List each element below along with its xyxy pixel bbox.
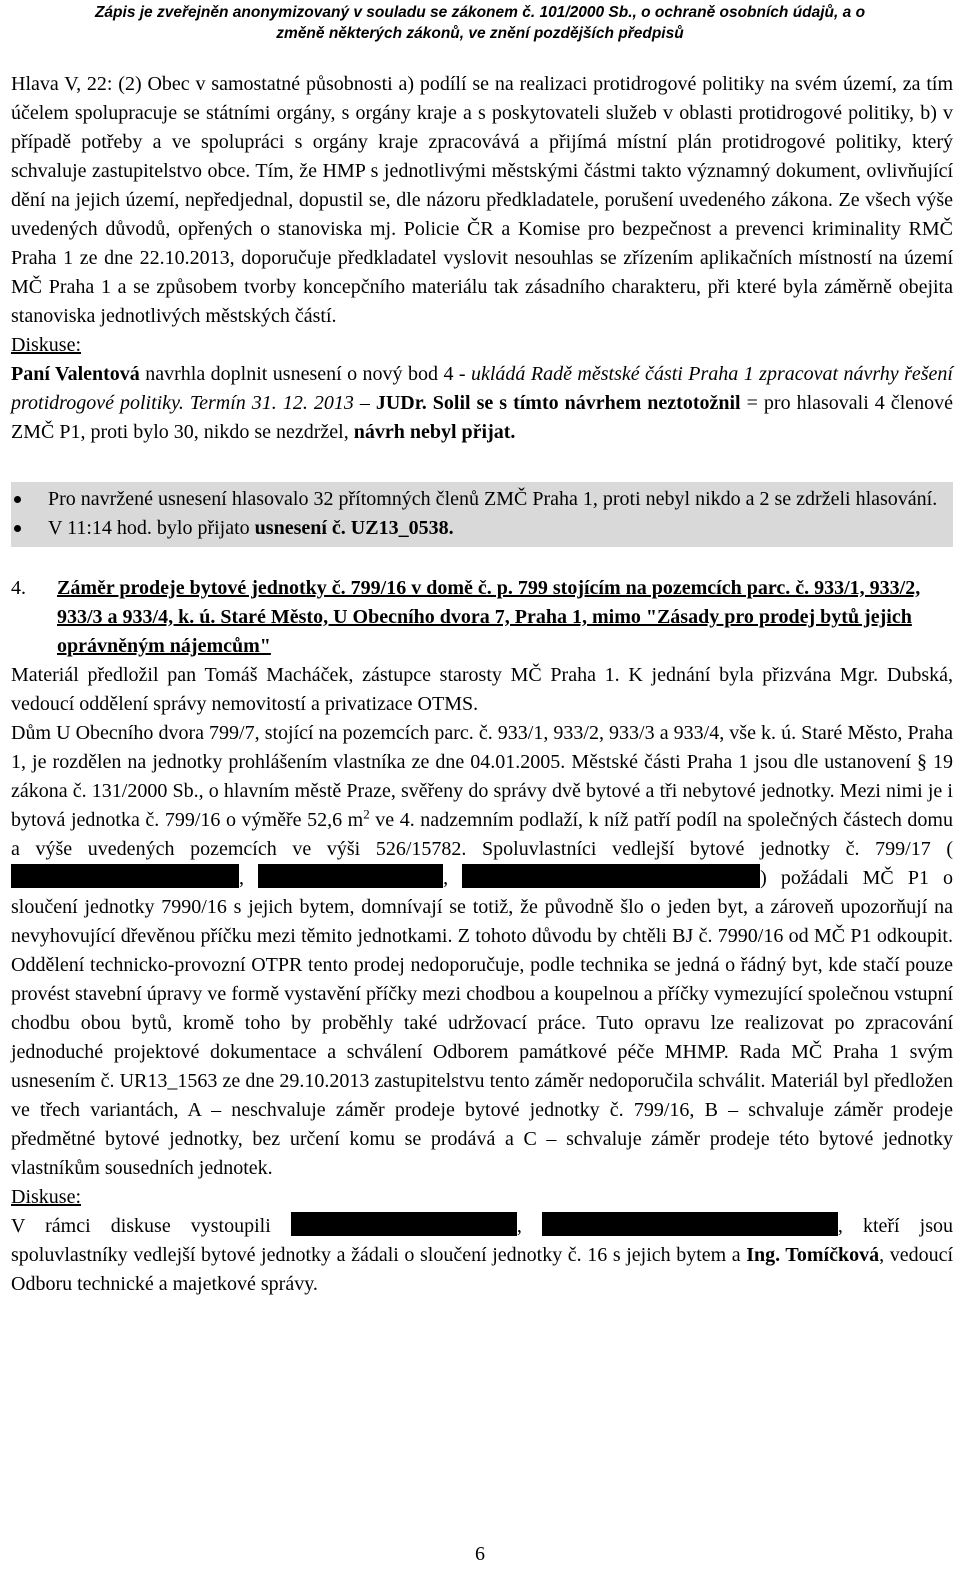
resolution-number: usnesení č. UZ13_0538.	[254, 517, 454, 539]
item4-paragraph-2	[11, 719, 953, 1183]
agenda-item-number: 4.	[11, 577, 26, 599]
redacted-name	[258, 864, 443, 888]
header-line-1: Zápis je zveřejněn anonymizovaný v souladu se zákonem č. 101/2000 Sb., o ochraně osobních údajů, a o	[94, 4, 866, 21]
redacted-name	[291, 1212, 517, 1236]
vote-bullet-1-text: Pro navržené usnesení hlasovalo 32 přítomných členů ZMČ Praha 1, proti nebyl nikdo a 2 se zdrželi hlasování.	[48, 488, 938, 510]
vote-text: = pro hlasovali 4 členové ZMČ P1, proti bylo 30, nikdo se nezdržel,	[11, 392, 953, 443]
speaker-valentova: Paní Valentová	[11, 363, 140, 385]
item4-text-c: ) požádali MČ P1 o sloučení jednotky 7990/16 s jejich bytem, domnívají se totiž, že původně šlo o jeden byt, a zároveň upozorňují na nevyhovující dřevěnou příčku mezi těmito jednotkami. Z tohoto důvodu by chtěli BJ č. 7990/16 od MČ P1 odkoupit. Oddělení technicko-provozní OTPR tento prodej nedoporučuje, podle technika se jedná o řádný byt, kde stačí pouze provést stavební úpravy ve formě vystavění příčky mezi chodbou a koupelnou a příčky vymezující společnou vstupní chodbu obou bytů, kromě toho by proběhly také udržovací práce. Tuto opravu lze realizovat po zpracování jednoduché projektové dokumentace a schválení Odborem památkové péče MHMP. Rada MČ Praha 1 svým usnesením č. UR13_1563 ze dne 29.10.2013 zastupitelstvu tento záměr nedoporučila schválit. Materiál byl předložen ve třech variantách, A – neschvaluje záměr prodeje bytové jednotky č. 799/16, B – schvaluje záměr prodeje předmětné bytové jednotky, bez určení komu se prodává a C – schvaluje záměr prodeje této bytové jednotky vlastníkům sousedních jednotek.	[11, 867, 954, 1179]
intro-paragraph: Hlava V, 22: (2) Obec v samostatné působnosti a) podílí se na realizaci protidrogové politiky na svém území, za tím účelem spolupracuje se státními orgány, s orgány kraje a s poskytovateli služeb v oblasti protidrogové politiky, b) v případě potřeby a ve spolupráci s orgány kraje zpracovává a přijímá místní plán protidrogové politiky, který schvaluje zastupitelstvo obce. Tím, že HMP s jednotlivými městskými částmi takto významný dokument, ovlivňující dění na jejich území, nepředjednal, dopustil se, dle názoru předkladatele, porušení uvedeného zákona. Ze všech výše uvedených důvodů, opřených o stanoviska mj. Policie ČR a Komise pro bezpečnost a prevenci kriminality RMČ Praha 1 ze dne 22.10.2013, doporučuje předkladatel vyslovit nesouhlas se zřízením aplikačních místností na území MČ Praha 1 a se způsobem tvorby koncepčního materiálu tak zásadního charakteru, při které byla záměrně obejita stanoviska jednotlivých městských částí.	[11, 73, 953, 327]
vote-summary-box	[11, 482, 953, 547]
agenda-item-title: Záměr prodeje bytové jednotky č. 799/16 v domě č. p. 799 stojícím na pozemcích parc. č. 933/1, 933/2, 933/3 a 933/4, k. ú. Staré Město, U Obecního dvora 7, Praha 1, mimo "Zásady pro prodej bytů jejich oprávněným nájemcům"	[57, 577, 921, 657]
response-text: JUDr. Solil se s tímto návrhem neztotožnil	[375, 392, 741, 414]
dash: –	[359, 392, 376, 414]
redacted-name	[462, 864, 760, 888]
discussion-paragraph-2	[11, 1212, 953, 1299]
main-content	[11, 70, 953, 1299]
vote-bullet-1	[11, 485, 953, 514]
comma: ,	[516, 1215, 542, 1237]
item4-paragraph-1: Materiál předložil pan Tomáš Macháček, zástupce starosty MČ Praha 1. K jednání byla přizvána Mgr. Dubská, vedoucí oddělení správy nemovitostí a privatizace OTMS.	[11, 664, 953, 715]
discussion2-text-2: , kteří jsou spoluvlastníky vedlejší bytové jednotky a žádali o sloučení jednotky č. 16 s jejich bytem a	[11, 1215, 954, 1266]
vote-bullet-2	[11, 514, 953, 543]
spacer	[11, 547, 953, 574]
item4-text-a: Dům U Obecního dvora 799/7, stojící na pozemcích parc. č. 933/1, 933/2, 933/3 a 933/4, vše k. ú. Staré Město, Praha 1, je rozdělen na jednotky prohlášením vlastníka ze dne 04.01.2005. Městské části Praha 1 jsou dle ustanovení § 19 zákona č. 131/2000 Sb., o hlavním městě Praze, svěřeny do správy dvě bytové a tři nebytové jednotky. Mezi nimi je i bytová jednotka č. 799/16 o výměře 52,6 m	[11, 722, 953, 831]
spacer	[11, 447, 953, 479]
agenda-item-4	[11, 574, 953, 661]
discussion-heading-1: Diskuse:	[11, 334, 81, 356]
header-line-2: změně některých zákonů, ve znění pozdějších předpisů	[276, 25, 684, 42]
redacted-name	[11, 864, 239, 888]
person-tomickova: Ing. Tomíčková	[746, 1244, 880, 1266]
redacted-name	[542, 1212, 838, 1236]
item4-text-b: ve 4. nadzemním podlaží, k níž patří podíl na společných částech domu a výše uvedených pozemcích ve výši 526/15782. Spoluvlastníci vedlejší bytové jednotky č. 799/17 (	[11, 809, 953, 860]
discussion-heading-2: Diskuse:	[11, 1186, 81, 1208]
proposal-text: ukládá Radě městské části Praha 1 zpracovat návrhy řešení protidrogové politiky. Termín 31. 12. 2013	[11, 363, 953, 414]
vote-bullet-2-text: V 11:14 hod. bylo přijato	[48, 517, 255, 539]
comma: ,	[239, 867, 244, 889]
discussion2-text-3: , vedoucí Odboru technické a majetkové správy.	[11, 1244, 954, 1295]
superscript: 2	[363, 806, 370, 822]
anonymization-header	[0, 2, 960, 44]
page-number: 6	[475, 1543, 485, 1565]
discussion-text-1: navrhla doplnit usnesení o nový bod 4 -	[139, 363, 471, 385]
comma: ,	[443, 867, 449, 889]
vote-result: návrh nebyl přijat.	[353, 421, 516, 443]
discussion2-text-1: V rámci diskuse vystoupili	[11, 1215, 291, 1237]
discussion-paragraph-1	[11, 360, 953, 447]
